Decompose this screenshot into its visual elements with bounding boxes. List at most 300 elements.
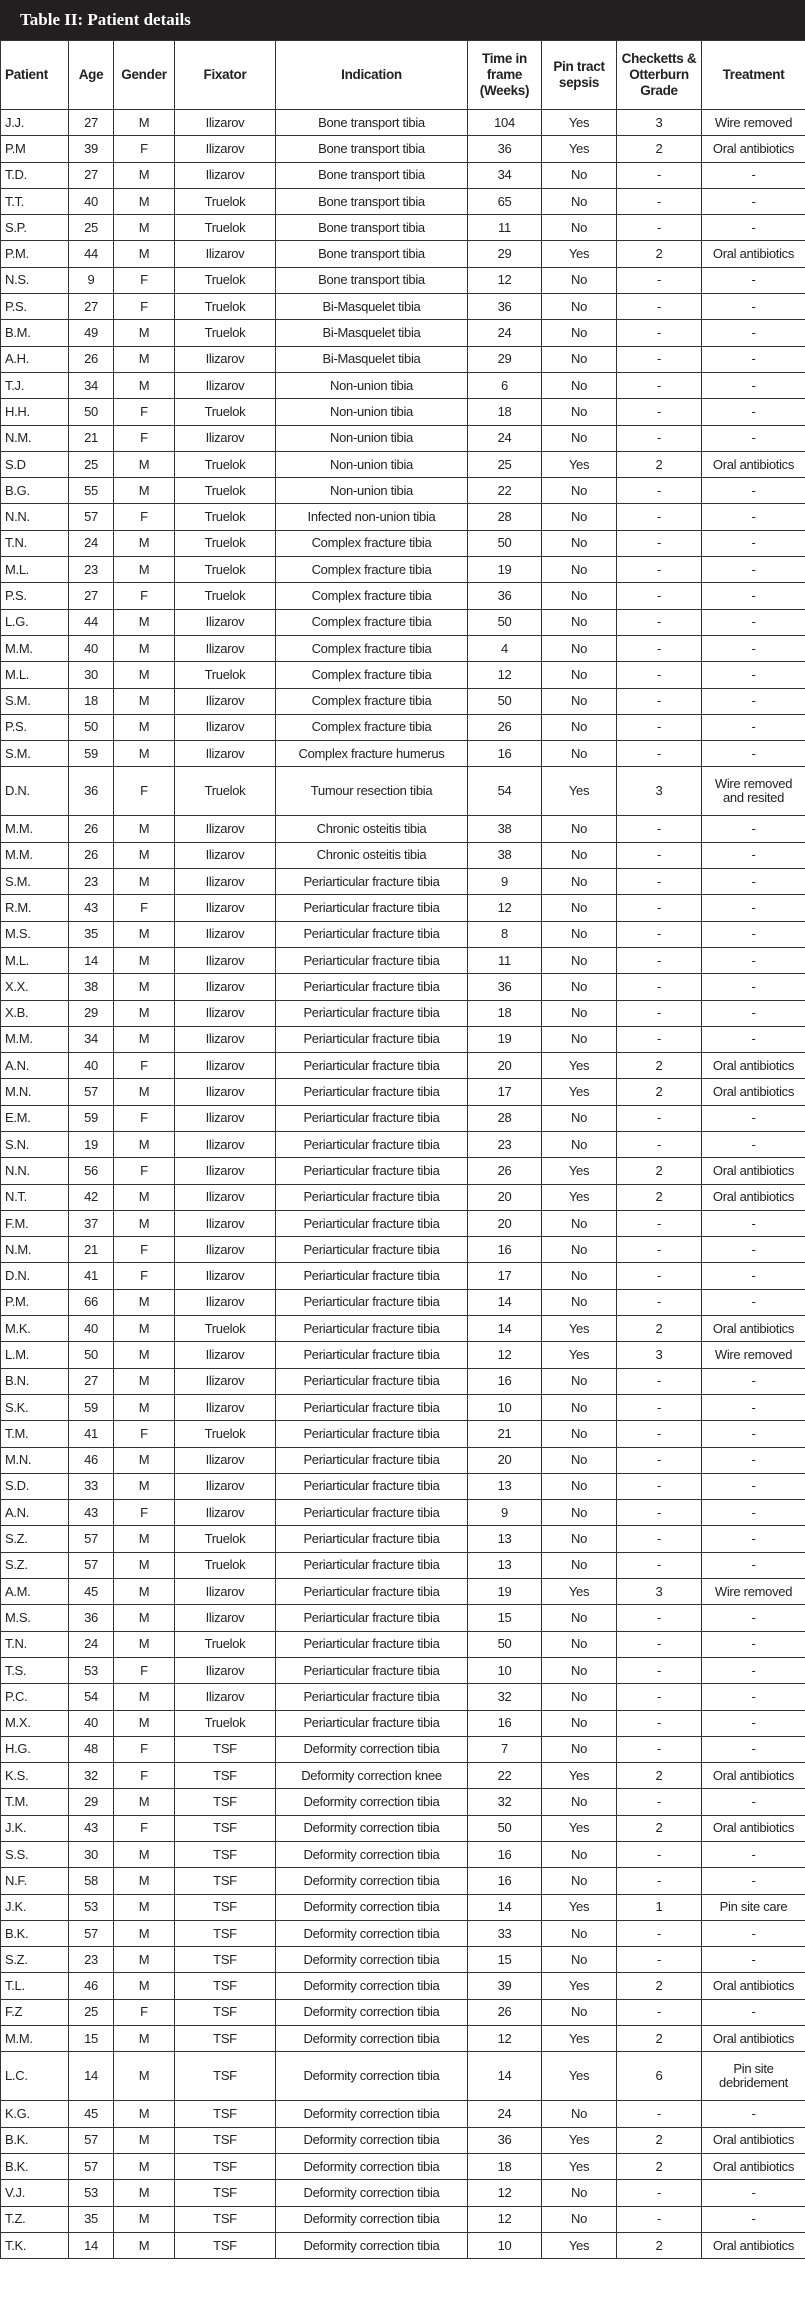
- table-row: [1, 1579, 805, 1605]
- cell-indication: Periarticular fracture tibia: [276, 1289, 468, 1315]
- cell-indication: Bone transport tibia: [276, 188, 468, 214]
- cell-age: 27: [69, 583, 114, 609]
- cell-patient: S.Z.: [1, 1552, 69, 1578]
- cell-age: 44: [69, 241, 114, 267]
- cell-indication: Bi-Masquelet tibia: [276, 346, 468, 372]
- cell-age: 27: [69, 1368, 114, 1394]
- cell-fixator: Ilizarov: [175, 921, 276, 947]
- table-row: [1, 1710, 805, 1736]
- cell-time-in-frame: 36: [468, 136, 542, 162]
- cell-age: 40: [69, 1053, 114, 1079]
- cell-patient: T.N.: [1, 530, 69, 556]
- table-row: [1, 1447, 805, 1473]
- cell-indication: Tumour resection tibia: [276, 767, 468, 816]
- cell-age: 27: [69, 110, 114, 136]
- cell-patient: J.K.: [1, 1894, 69, 1920]
- cell-grade: -: [617, 346, 702, 372]
- cell-treatment: -: [702, 1789, 805, 1815]
- cell-indication: Chronic osteitis tibia: [276, 816, 468, 842]
- cell-gender: M: [114, 1894, 175, 1920]
- cell-gender: M: [114, 372, 175, 398]
- table-row: [1, 1500, 805, 1526]
- cell-age: 53: [69, 1657, 114, 1683]
- cell-indication: Periarticular fracture tibia: [276, 1552, 468, 1578]
- cell-time-in-frame: 22: [468, 478, 542, 504]
- cell-fixator: Ilizarov: [175, 1263, 276, 1289]
- cell-fixator: TSF: [175, 2153, 276, 2179]
- cell-treatment: -: [702, 1131, 805, 1157]
- cell-pin-tract-sepsis: Yes: [542, 2232, 617, 2258]
- cell-indication: Periarticular fracture tibia: [276, 1526, 468, 1552]
- cell-age: 21: [69, 425, 114, 451]
- cell-patient: R.M.: [1, 895, 69, 921]
- cell-gender: M: [114, 2101, 175, 2127]
- cell-patient: B.K.: [1, 2153, 69, 2179]
- cell-pin-tract-sepsis: No: [542, 2180, 617, 2206]
- cell-time-in-frame: 28: [468, 1105, 542, 1131]
- cell-patient: T.J.: [1, 372, 69, 398]
- cell-fixator: TSF: [175, 1894, 276, 1920]
- cell-pin-tract-sepsis: No: [542, 1920, 617, 1946]
- cell-patient: P.M.: [1, 241, 69, 267]
- cell-treatment: -: [702, 1289, 805, 1315]
- cell-grade: -: [617, 1605, 702, 1631]
- cell-patient: L.G.: [1, 609, 69, 635]
- cell-age: 57: [69, 2127, 114, 2153]
- cell-gender: M: [114, 478, 175, 504]
- cell-fixator: Ilizarov: [175, 1053, 276, 1079]
- cell-pin-tract-sepsis: Yes: [542, 1079, 617, 1105]
- cell-age: 26: [69, 816, 114, 842]
- table-row: [1, 741, 805, 767]
- cell-pin-tract-sepsis: No: [542, 1789, 617, 1815]
- cell-pin-tract-sepsis: No: [542, 842, 617, 868]
- cell-time-in-frame: 8: [468, 921, 542, 947]
- cell-indication: Infected non-union tibia: [276, 504, 468, 530]
- cell-fixator: Truelok: [175, 662, 276, 688]
- cell-pin-tract-sepsis: No: [542, 346, 617, 372]
- cell-pin-tract-sepsis: No: [542, 425, 617, 451]
- cell-patient: V.J.: [1, 2180, 69, 2206]
- table-row: [1, 1920, 805, 1946]
- cell-grade: 2: [617, 1316, 702, 1342]
- cell-patient: S.M.: [1, 688, 69, 714]
- table-row: [1, 1552, 805, 1578]
- cell-treatment: Oral antibiotics: [702, 451, 805, 477]
- cell-treatment: -: [702, 1736, 805, 1762]
- table-row: [1, 2127, 805, 2153]
- cell-patient: T.M.: [1, 1421, 69, 1447]
- cell-fixator: Ilizarov: [175, 895, 276, 921]
- cell-grade: -: [617, 1421, 702, 1447]
- cell-treatment: Wire removed and resited: [702, 767, 805, 816]
- cell-treatment: Oral antibiotics: [702, 2127, 805, 2153]
- cell-pin-tract-sepsis: Yes: [542, 1316, 617, 1342]
- cell-treatment: Pin site care: [702, 1894, 805, 1920]
- column-header-grade: Checketts & Otterburn Grade: [617, 41, 702, 110]
- cell-grade: -: [617, 974, 702, 1000]
- cell-grade: -: [617, 1736, 702, 1762]
- table-row: [1, 842, 805, 868]
- cell-fixator: Truelok: [175, 399, 276, 425]
- cell-time-in-frame: 29: [468, 241, 542, 267]
- cell-time-in-frame: 12: [468, 267, 542, 293]
- cell-grade: -: [617, 635, 702, 661]
- cell-grade: 3: [617, 1579, 702, 1605]
- cell-treatment: Oral antibiotics: [702, 136, 805, 162]
- cell-gender: M: [114, 1973, 175, 1999]
- cell-gender: M: [114, 714, 175, 740]
- cell-gender: M: [114, 1000, 175, 1026]
- cell-time-in-frame: 14: [468, 2052, 542, 2101]
- cell-pin-tract-sepsis: Yes: [542, 767, 617, 816]
- cell-time-in-frame: 11: [468, 215, 542, 241]
- cell-patient: E.M.: [1, 1105, 69, 1131]
- cell-treatment: -: [702, 1500, 805, 1526]
- cell-patient: N.S.: [1, 267, 69, 293]
- cell-age: 55: [69, 478, 114, 504]
- cell-fixator: Ilizarov: [175, 869, 276, 895]
- cell-time-in-frame: 19: [468, 1579, 542, 1605]
- cell-fixator: Ilizarov: [175, 1447, 276, 1473]
- cell-indication: Non-union tibia: [276, 478, 468, 504]
- cell-treatment: -: [702, 1631, 805, 1657]
- cell-indication: Deformity correction tibia: [276, 2101, 468, 2127]
- cell-treatment: Oral antibiotics: [702, 1815, 805, 1841]
- cell-gender: M: [114, 2052, 175, 2101]
- cell-indication: Bone transport tibia: [276, 136, 468, 162]
- cell-time-in-frame: 19: [468, 1026, 542, 1052]
- patient-details-table: [0, 40, 805, 2259]
- cell-patient: P.S.: [1, 714, 69, 740]
- cell-pin-tract-sepsis: Yes: [542, 451, 617, 477]
- table-row: [1, 1394, 805, 1420]
- cell-fixator: TSF: [175, 1815, 276, 1841]
- cell-grade: -: [617, 1368, 702, 1394]
- cell-fixator: TSF: [175, 1920, 276, 1946]
- cell-treatment: -: [702, 635, 805, 661]
- table-row: [1, 557, 805, 583]
- cell-patient: M.S.: [1, 1605, 69, 1631]
- cell-gender: M: [114, 1368, 175, 1394]
- cell-pin-tract-sepsis: Yes: [542, 1184, 617, 1210]
- cell-treatment: -: [702, 816, 805, 842]
- cell-time-in-frame: 10: [468, 1657, 542, 1683]
- table-row: [1, 504, 805, 530]
- cell-grade: 2: [617, 2153, 702, 2179]
- cell-fixator: Truelok: [175, 294, 276, 320]
- cell-pin-tract-sepsis: No: [542, 215, 617, 241]
- cell-gender: F: [114, 583, 175, 609]
- cell-age: 18: [69, 688, 114, 714]
- cell-grade: -: [617, 1237, 702, 1263]
- table-row: [1, 947, 805, 973]
- table-row: [1, 1316, 805, 1342]
- cell-pin-tract-sepsis: Yes: [542, 136, 617, 162]
- column-header-patient: Patient: [1, 41, 69, 110]
- cell-pin-tract-sepsis: No: [542, 921, 617, 947]
- cell-age: 40: [69, 635, 114, 661]
- cell-gender: M: [114, 2127, 175, 2153]
- cell-time-in-frame: 24: [468, 2101, 542, 2127]
- table-row: [1, 1842, 805, 1868]
- cell-treatment: -: [702, 662, 805, 688]
- cell-gender: F: [114, 1999, 175, 2025]
- cell-time-in-frame: 15: [468, 1605, 542, 1631]
- cell-indication: Deformity correction tibia: [276, 2153, 468, 2179]
- cell-age: 30: [69, 662, 114, 688]
- cell-patient: K.S.: [1, 1763, 69, 1789]
- cell-treatment: -: [702, 1999, 805, 2025]
- cell-fixator: Ilizarov: [175, 842, 276, 868]
- cell-grade: -: [617, 842, 702, 868]
- table-row: [1, 1158, 805, 1184]
- cell-time-in-frame: 50: [468, 530, 542, 556]
- table-row: [1, 816, 805, 842]
- cell-time-in-frame: 26: [468, 1158, 542, 1184]
- cell-grade: -: [617, 1868, 702, 1894]
- table-row: [1, 478, 805, 504]
- table-row: [1, 921, 805, 947]
- cell-grade: -: [617, 1947, 702, 1973]
- cell-grade: -: [617, 688, 702, 714]
- cell-pin-tract-sepsis: No: [542, 1868, 617, 1894]
- cell-gender: M: [114, 188, 175, 214]
- cell-patient: M.N.: [1, 1079, 69, 1105]
- cell-age: 42: [69, 1184, 114, 1210]
- cell-age: 27: [69, 162, 114, 188]
- cell-patient: A.N.: [1, 1053, 69, 1079]
- cell-time-in-frame: 16: [468, 1868, 542, 1894]
- cell-gender: F: [114, 1237, 175, 1263]
- cell-treatment: Oral antibiotics: [702, 1763, 805, 1789]
- cell-fixator: Truelok: [175, 478, 276, 504]
- cell-grade: -: [617, 947, 702, 973]
- cell-age: 38: [69, 974, 114, 1000]
- cell-age: 43: [69, 1815, 114, 1841]
- cell-pin-tract-sepsis: No: [542, 947, 617, 973]
- cell-indication: Bone transport tibia: [276, 162, 468, 188]
- cell-grade: -: [617, 188, 702, 214]
- cell-pin-tract-sepsis: No: [542, 1105, 617, 1131]
- cell-indication: Deformity correction tibia: [276, 1815, 468, 1841]
- cell-patient: T.M.: [1, 1789, 69, 1815]
- cell-indication: Periarticular fracture tibia: [276, 1710, 468, 1736]
- cell-patient: B.N.: [1, 1368, 69, 1394]
- cell-fixator: Ilizarov: [175, 1684, 276, 1710]
- table-row: [1, 425, 805, 451]
- cell-time-in-frame: 38: [468, 842, 542, 868]
- cell-indication: Complex fracture tibia: [276, 635, 468, 661]
- cell-indication: Periarticular fracture tibia: [276, 1026, 468, 1052]
- cell-patient: L.C.: [1, 2052, 69, 2101]
- cell-age: 33: [69, 1473, 114, 1499]
- cell-time-in-frame: 14: [468, 1289, 542, 1315]
- cell-grade: -: [617, 372, 702, 398]
- cell-gender: M: [114, 1605, 175, 1631]
- cell-time-in-frame: 32: [468, 1789, 542, 1815]
- cell-indication: Periarticular fracture tibia: [276, 1000, 468, 1026]
- cell-age: 53: [69, 1894, 114, 1920]
- cell-indication: Periarticular fracture tibia: [276, 1657, 468, 1683]
- column-header-age: Age: [69, 41, 114, 110]
- cell-grade: 2: [617, 136, 702, 162]
- table-row: [1, 688, 805, 714]
- cell-time-in-frame: 36: [468, 974, 542, 1000]
- cell-pin-tract-sepsis: No: [542, 530, 617, 556]
- cell-time-in-frame: 4: [468, 635, 542, 661]
- cell-indication: Periarticular fracture tibia: [276, 921, 468, 947]
- cell-fixator: TSF: [175, 1868, 276, 1894]
- cell-pin-tract-sepsis: No: [542, 1000, 617, 1026]
- cell-grade: -: [617, 425, 702, 451]
- cell-indication: Periarticular fracture tibia: [276, 974, 468, 1000]
- cell-age: 53: [69, 2180, 114, 2206]
- cell-patient: S.S.: [1, 1842, 69, 1868]
- cell-patient: M.M.: [1, 2026, 69, 2052]
- table-row: [1, 2153, 805, 2179]
- cell-pin-tract-sepsis: No: [542, 1263, 617, 1289]
- cell-fixator: Truelok: [175, 557, 276, 583]
- cell-treatment: -: [702, 1263, 805, 1289]
- cell-age: 54: [69, 1684, 114, 1710]
- table-title: Table II: Patient details: [0, 0, 805, 40]
- cell-indication: Periarticular fracture tibia: [276, 1394, 468, 1420]
- table-body: [1, 110, 805, 2259]
- cell-time-in-frame: 24: [468, 425, 542, 451]
- cell-age: 56: [69, 1158, 114, 1184]
- cell-pin-tract-sepsis: No: [542, 504, 617, 530]
- cell-pin-tract-sepsis: Yes: [542, 1579, 617, 1605]
- cell-indication: Non-union tibia: [276, 399, 468, 425]
- cell-gender: M: [114, 346, 175, 372]
- cell-treatment: -: [702, 1842, 805, 1868]
- cell-patient: S.Z.: [1, 1947, 69, 1973]
- cell-fixator: Ilizarov: [175, 346, 276, 372]
- cell-treatment: -: [702, 372, 805, 398]
- cell-age: 19: [69, 1131, 114, 1157]
- cell-treatment: -: [702, 1026, 805, 1052]
- cell-age: 26: [69, 346, 114, 372]
- cell-age: 23: [69, 869, 114, 895]
- cell-age: 37: [69, 1210, 114, 1236]
- cell-age: 21: [69, 1237, 114, 1263]
- table-row: [1, 1026, 805, 1052]
- cell-indication: Complex fracture humerus: [276, 741, 468, 767]
- cell-age: 59: [69, 1105, 114, 1131]
- cell-gender: M: [114, 609, 175, 635]
- cell-pin-tract-sepsis: No: [542, 1605, 617, 1631]
- cell-age: 59: [69, 1394, 114, 1420]
- cell-time-in-frame: 12: [468, 1342, 542, 1368]
- cell-pin-tract-sepsis: No: [542, 1473, 617, 1499]
- cell-gender: F: [114, 767, 175, 816]
- cell-fixator: Ilizarov: [175, 635, 276, 661]
- cell-fixator: Ilizarov: [175, 974, 276, 1000]
- table-row: [1, 162, 805, 188]
- cell-time-in-frame: 32: [468, 1684, 542, 1710]
- cell-patient: D.N.: [1, 767, 69, 816]
- cell-treatment: -: [702, 1394, 805, 1420]
- cell-age: 14: [69, 947, 114, 973]
- cell-gender: M: [114, 2206, 175, 2232]
- cell-age: 58: [69, 1868, 114, 1894]
- cell-indication: Deformity correction tibia: [276, 1947, 468, 1973]
- cell-fixator: Ilizarov: [175, 816, 276, 842]
- cell-time-in-frame: 21: [468, 1421, 542, 1447]
- cell-indication: Complex fracture tibia: [276, 530, 468, 556]
- cell-patient: S.K.: [1, 1394, 69, 1420]
- cell-pin-tract-sepsis: No: [542, 1368, 617, 1394]
- cell-time-in-frame: 12: [468, 2026, 542, 2052]
- cell-treatment: -: [702, 947, 805, 973]
- table-row: [1, 1184, 805, 1210]
- table-row: [1, 136, 805, 162]
- table-row: [1, 1789, 805, 1815]
- cell-treatment: Wire removed: [702, 110, 805, 136]
- cell-pin-tract-sepsis: Yes: [542, 110, 617, 136]
- cell-treatment: Oral antibiotics: [702, 241, 805, 267]
- cell-indication: Non-union tibia: [276, 372, 468, 398]
- cell-fixator: Ilizarov: [175, 136, 276, 162]
- cell-gender: M: [114, 557, 175, 583]
- cell-pin-tract-sepsis: No: [542, 267, 617, 293]
- cell-time-in-frame: 26: [468, 714, 542, 740]
- cell-patient: M.S.: [1, 921, 69, 947]
- cell-patient: S.D: [1, 451, 69, 477]
- cell-age: 50: [69, 714, 114, 740]
- cell-treatment: -: [702, 1210, 805, 1236]
- cell-pin-tract-sepsis: No: [542, 2206, 617, 2232]
- cell-fixator: Ilizarov: [175, 1105, 276, 1131]
- cell-time-in-frame: 28: [468, 504, 542, 530]
- cell-treatment: -: [702, 1552, 805, 1578]
- cell-gender: F: [114, 895, 175, 921]
- cell-time-in-frame: 65: [468, 188, 542, 214]
- cell-pin-tract-sepsis: No: [542, 1500, 617, 1526]
- cell-fixator: Ilizarov: [175, 1579, 276, 1605]
- cell-gender: F: [114, 1105, 175, 1131]
- cell-treatment: Oral antibiotics: [702, 2026, 805, 2052]
- cell-age: 23: [69, 1947, 114, 1973]
- column-header-indication: Indication: [276, 41, 468, 110]
- cell-fixator: Truelok: [175, 767, 276, 816]
- cell-fixator: TSF: [175, 2206, 276, 2232]
- cell-pin-tract-sepsis: Yes: [542, 241, 617, 267]
- table-row: [1, 895, 805, 921]
- cell-indication: Deformity correction tibia: [276, 1789, 468, 1815]
- cell-patient: S.P.: [1, 215, 69, 241]
- cell-time-in-frame: 16: [468, 1368, 542, 1394]
- cell-pin-tract-sepsis: No: [542, 1736, 617, 1762]
- cell-time-in-frame: 18: [468, 399, 542, 425]
- cell-grade: -: [617, 583, 702, 609]
- cell-patient: P.S.: [1, 583, 69, 609]
- cell-grade: -: [617, 895, 702, 921]
- cell-indication: Periarticular fracture tibia: [276, 1579, 468, 1605]
- cell-pin-tract-sepsis: No: [542, 557, 617, 583]
- cell-fixator: Ilizarov: [175, 1289, 276, 1315]
- cell-fixator: Ilizarov: [175, 1079, 276, 1105]
- cell-pin-tract-sepsis: No: [542, 478, 617, 504]
- table-row: [1, 372, 805, 398]
- cell-treatment: -: [702, 557, 805, 583]
- column-header-time-in-frame: Time in frame (Weeks): [468, 41, 542, 110]
- cell-treatment: -: [702, 215, 805, 241]
- cell-age: 57: [69, 504, 114, 530]
- cell-indication: Deformity correction tibia: [276, 2052, 468, 2101]
- cell-treatment: Wire removed: [702, 1342, 805, 1368]
